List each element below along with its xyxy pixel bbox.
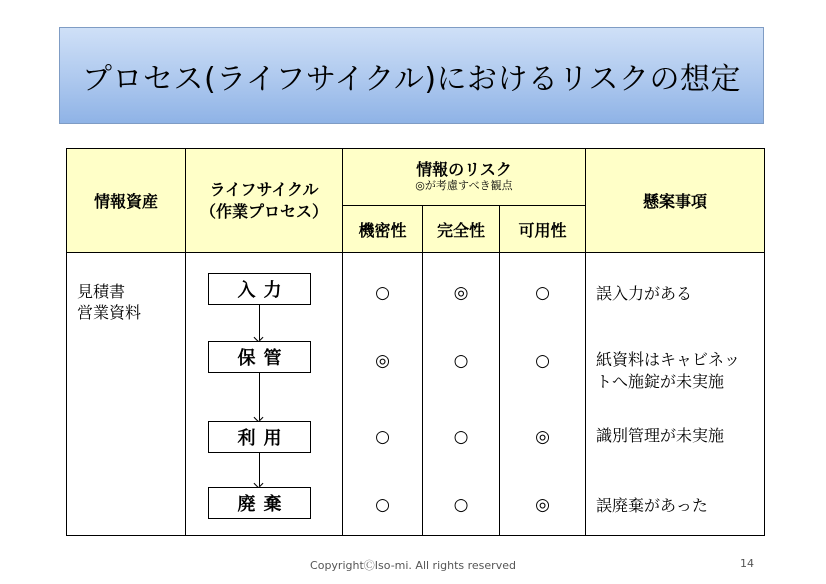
header-risk-note: ◎が考慮すべき観点 <box>415 179 513 192</box>
header-lifecycle-line1: ライフサイクル <box>209 179 319 199</box>
process-box-use: 利用 <box>208 421 311 453</box>
concern-storage: 紙資料はキャビネッ トへ施錠が未実施 <box>596 350 741 391</box>
header-concerns: 懸案事項 <box>586 149 765 253</box>
integrity-mark: ○ <box>453 427 469 447</box>
integrity-mark: ◎ <box>453 283 469 303</box>
confidentiality-mark: ○ <box>375 283 390 303</box>
concern-input: 誤入力がある <box>596 284 693 303</box>
flow-arrow <box>259 305 260 340</box>
slide-title-banner <box>59 27 764 124</box>
copyright-footer: CopyrightⒸIso-mi. All rights reserved <box>310 559 516 572</box>
header-confidentiality: 機密性 <box>343 206 423 253</box>
concerns-cell <box>586 253 765 536</box>
availability-mark: ◎ <box>535 427 550 447</box>
header-lifecycle-line2: （作業プロセス） <box>199 201 328 221</box>
process-box-input: 入力 <box>208 273 311 305</box>
risk-table <box>66 148 765 536</box>
process-box-disposal: 廃棄 <box>208 487 311 519</box>
integrity-cell <box>423 253 500 536</box>
availability-cell <box>500 253 586 536</box>
concern-use: 識別管理が未実施 <box>596 426 725 445</box>
concern-disposal: 誤廃棄があった <box>596 496 708 515</box>
asset-line: 見積書 <box>77 282 126 301</box>
header-availability: 可用性 <box>500 206 586 253</box>
availability-mark: ◎ <box>535 495 550 515</box>
confidentiality-mark: ○ <box>375 495 390 515</box>
flow-arrow <box>259 373 260 420</box>
header-asset: 情報資産 <box>67 149 186 253</box>
confidentiality-mark: ◎ <box>375 351 390 371</box>
availability-mark: ○ <box>535 283 550 303</box>
header-lifecycle <box>186 149 343 253</box>
lifecycle-cell <box>186 253 343 536</box>
header-risk-title: 情報のリスク <box>416 160 512 179</box>
header-integrity: 完全性 <box>423 206 500 253</box>
confidentiality-cell <box>343 253 423 536</box>
integrity-mark: ○ <box>453 495 469 515</box>
page-number: 14 <box>740 557 754 570</box>
header-risk <box>343 149 586 206</box>
asset-line: 営業資料 <box>77 303 142 322</box>
slide-title: プロセス(ライフサイクル)におけるリスクの想定 <box>82 61 741 97</box>
integrity-mark: ○ <box>453 351 469 371</box>
flow-arrow <box>259 453 260 486</box>
availability-mark: ○ <box>535 351 550 371</box>
asset-cell <box>67 253 186 536</box>
confidentiality-mark: ○ <box>375 427 390 447</box>
process-box-storage: 保管 <box>208 341 311 373</box>
